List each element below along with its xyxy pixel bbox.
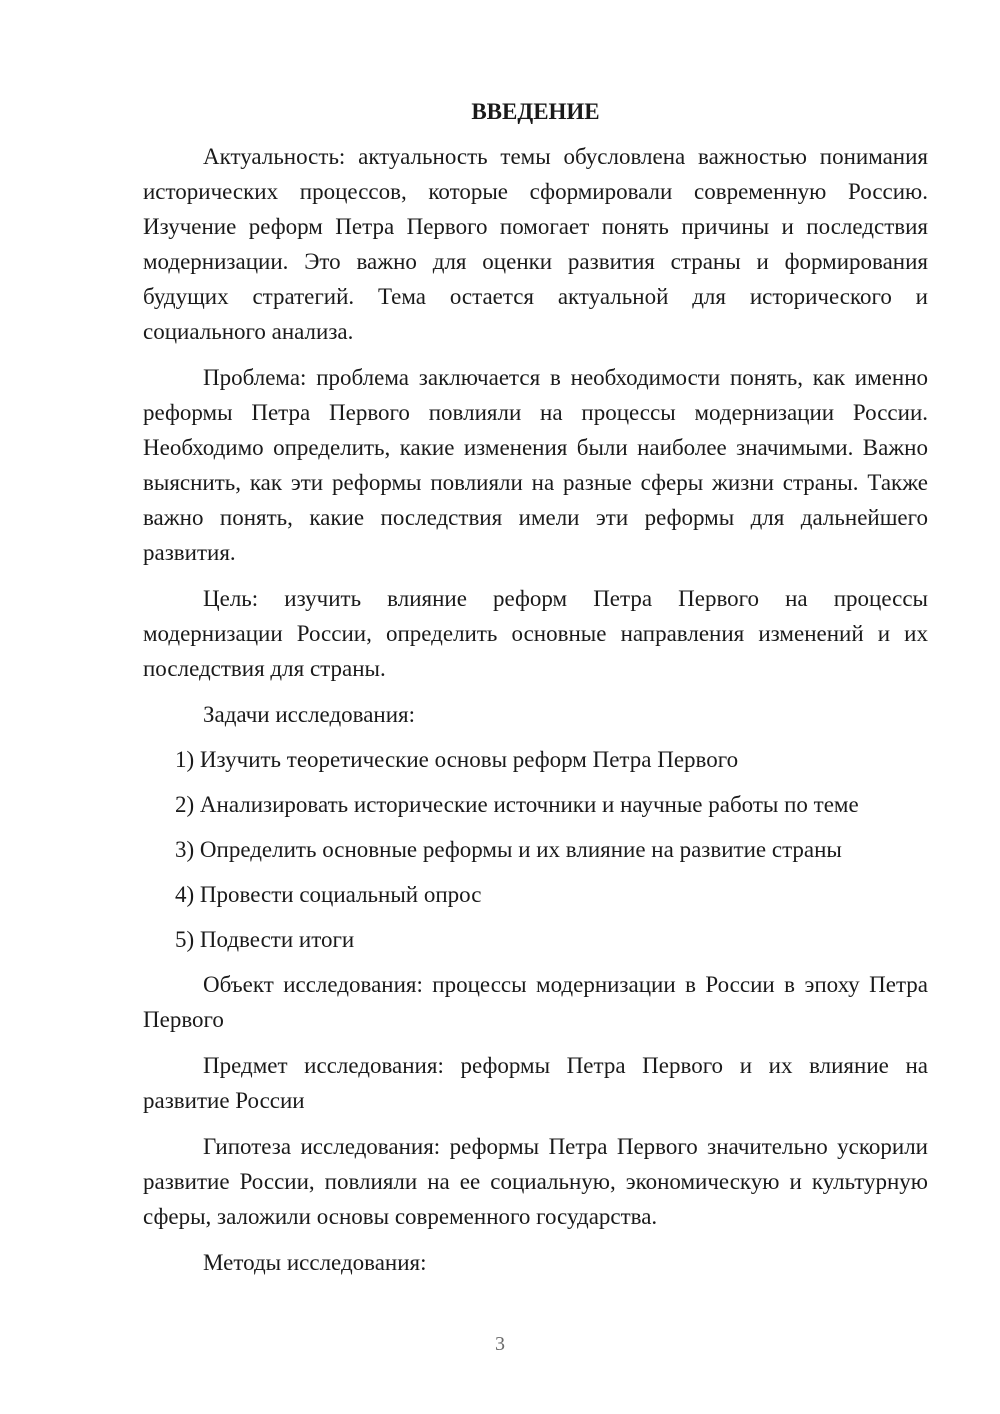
document-page xyxy=(143,94,928,1280)
problem-paragraph: Проблема: проблема заключается в необходимости понять, как именно реформы Петра Первого повлияли на процессы модернизации России. Необходимо определить, какие изменения были наиболее значимыми. Важно выяснить, как эти реформы повлияли на разные сферы жизни страны. Также важно понять, какие последствия имели эти реформы для дальнейшего развития. xyxy=(143,365,928,565)
task-item-4: 4) Провести социальный опрос xyxy=(175,882,482,907)
task-item-3: 3) Определить основные реформы и их влияние на развитие страны xyxy=(175,837,842,862)
tasks-title: Задачи исследования: xyxy=(203,702,416,727)
task-item-2: 2) Анализировать исторические источники и научные работы по теме xyxy=(175,792,859,817)
subject-paragraph: Предмет исследования: реформы Петра Первого и их влияние на развитие России xyxy=(143,1053,928,1113)
tasks-list xyxy=(143,742,928,957)
object-paragraph: Объект исследования: процессы модернизации в России в эпоху Петра Первого xyxy=(143,972,928,1032)
task-item-1: 1) Изучить теоретические основы реформ Петра Первого xyxy=(175,747,739,772)
methods-title: Методы исследования: xyxy=(203,1250,427,1275)
section-heading: ВВЕДЕНИЕ xyxy=(471,99,600,124)
task-item-5: 5) Подвести итоги xyxy=(175,927,355,952)
page-number: 3 xyxy=(495,1333,505,1355)
relevance-paragraph: Актуальность: актуальность темы обусловлена важностью понимания исторических процессов, которые сформировали современную Россию. Изучение реформ Петра Первого помогает понять причины и последствия модернизации. Это важно для оценки развития страны и формирования будущих стратегий. Тема остается актуальной для исторического и социального анализа. xyxy=(143,144,928,344)
goal-paragraph: Цель: изучить влияние реформ Петра Первого на процессы модернизации России, определить основные направления изменений и их последствия для страны. xyxy=(143,586,928,681)
hypothesis-paragraph: Гипотеза исследования: реформы Петра Первого значительно ускорили развитие России, повлияли на ее социальную, экономическую и культурную сферы, заложили основы современного государства. xyxy=(143,1134,928,1229)
